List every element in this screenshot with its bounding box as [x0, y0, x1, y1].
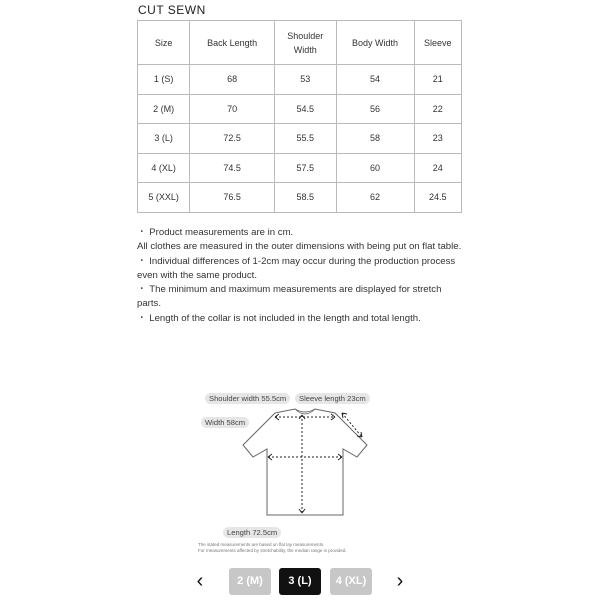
cell: 5 (XXL): [138, 183, 190, 213]
diagram-footnote: The stated measurements are based on flat lay measurements.: [198, 542, 325, 547]
table-row: [138, 94, 462, 124]
header-size: Size: [138, 21, 190, 65]
note-line: ・ Product measurements are in cm.: [137, 227, 294, 238]
cell: 2 (M): [138, 94, 190, 124]
tshirt-icon: [240, 405, 370, 520]
table-row: [138, 124, 462, 154]
cell: 53: [275, 65, 336, 95]
cell: 74.5: [190, 153, 275, 183]
size-table: [137, 20, 462, 213]
cell: 58: [336, 124, 414, 154]
cell: 55.5: [275, 124, 336, 154]
header-shoulder-width: Shoulder Width: [275, 21, 336, 65]
cell: 21: [414, 65, 461, 95]
chart-title: CUT SEWN: [138, 3, 206, 17]
note-line: All clothes are measured in the outer dimensions with being put on flat table.: [137, 241, 462, 253]
cell: 76.5: [190, 183, 275, 213]
cell: 22: [414, 94, 461, 124]
measurement-notes: [137, 226, 467, 326]
table-header-row: [138, 21, 462, 65]
cell: 3 (L): [138, 124, 190, 154]
note-line: ・ The minimum and maximum measurements are displayed for stretch parts.: [137, 284, 442, 310]
cell: 68: [190, 65, 275, 95]
width-label: Width 58cm: [201, 417, 249, 428]
diagram-footnote: For measurements affected by stretchability, the median range is provided.: [198, 548, 347, 553]
table-row: [138, 153, 462, 183]
header-back-length: Back Length: [190, 21, 275, 65]
sleeve-length-label: Sleeve length 23cm: [295, 393, 370, 404]
cell: 72.5: [190, 124, 275, 154]
cell: 58.5: [275, 183, 336, 213]
note-line: ・ Length of the collar is not included in the length and total length.: [137, 312, 421, 324]
table-row: [138, 183, 462, 213]
chevron-right-icon[interactable]: ›: [396, 570, 404, 592]
size-option-xl[interactable]: 4 (XL): [330, 568, 372, 595]
note-line: ・ Individual differences of 1-2cm may occur during the production process even with the same product.: [137, 255, 456, 281]
header-body-width: Body Width: [336, 21, 414, 65]
size-option-l[interactable]: 3 (L): [279, 568, 321, 595]
cell: 54: [336, 65, 414, 95]
cell: 57.5: [275, 153, 336, 183]
cell: 24: [414, 153, 461, 183]
cell: 62: [336, 183, 414, 213]
cell: 56: [336, 94, 414, 124]
cell: 4 (XL): [138, 153, 190, 183]
cell: 70: [190, 94, 275, 124]
cell: 24.5: [414, 183, 461, 213]
chevron-left-icon[interactable]: ‹: [196, 570, 204, 592]
length-label: Length 72.5cm: [223, 527, 281, 538]
cell: 60: [336, 153, 414, 183]
cell: 1 (S): [138, 65, 190, 95]
size-option-m[interactable]: 2 (M): [229, 568, 271, 595]
header-sleeve: Sleeve: [414, 21, 461, 65]
cell: 54.5: [275, 94, 336, 124]
cell: 23: [414, 124, 461, 154]
table-row: [138, 65, 462, 95]
shoulder-width-label: Shoulder width 55.5cm: [205, 393, 290, 404]
